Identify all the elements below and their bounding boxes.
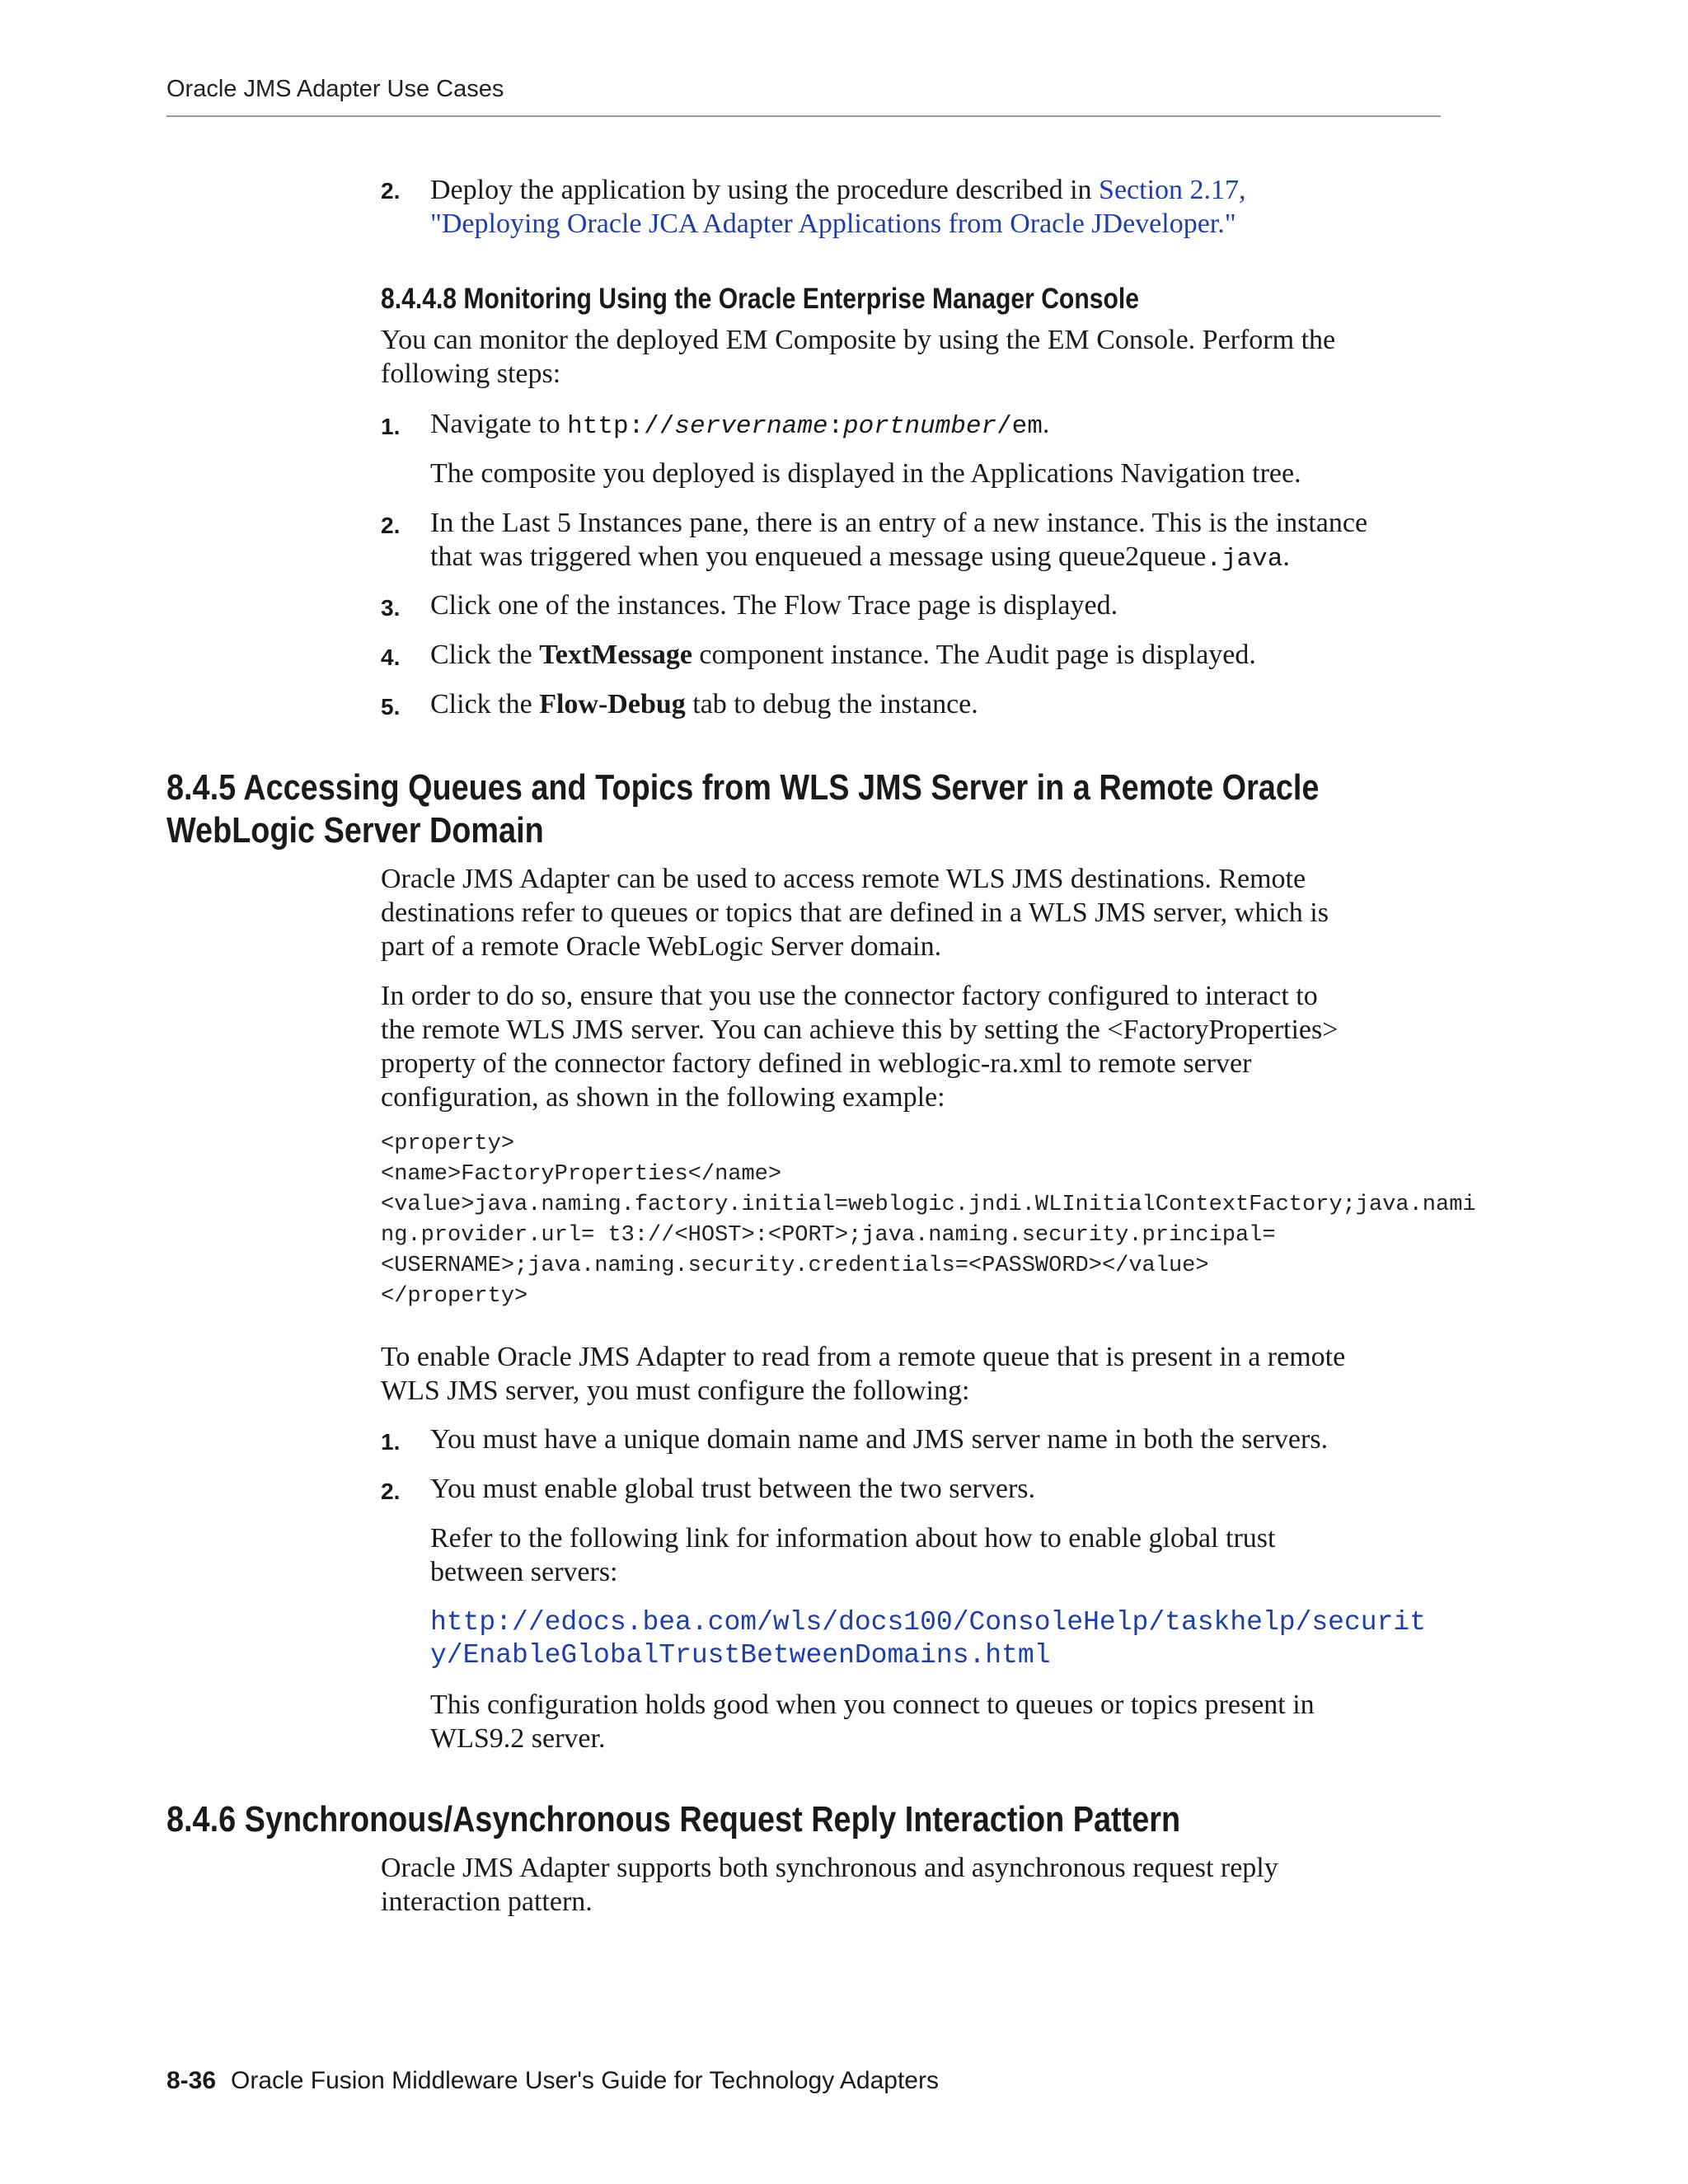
step-number: 5. bbox=[381, 694, 401, 719]
remote-queue-para: To enable Oracle JMS Adapter to read from a remote queue that is present in a remote WLS JMS server, you must configure the following: bbox=[381, 1342, 1346, 1406]
remote-access-para: Oracle JMS Adapter can be used to access remote WLS JMS destinations. Remote destinations refer to queues or topics that are defined in a WLS JMS server, which is part of a remote Oracle WebLogic Server domain. bbox=[381, 864, 1329, 962]
factory-properties-para: In order to do so, ensure that you use the connector factory configured to interact to the remote WLS JMS server. You can achieve this by setting the <FactoryProperties> property of the connector factory defined in weblogic-ra.xml to remote server configuration, as shown in the following example: bbox=[381, 981, 1339, 1113]
section-link[interactable]: Section 2.17, bbox=[1099, 175, 1246, 205]
config-note: This configuration holds good when you connect to queues or topics present in WLS9.2 server. bbox=[430, 1690, 1315, 1754]
navigate-note: The composite you deployed is displayed in the Applications Navigation tree. bbox=[430, 458, 1301, 489]
section-link-title[interactable]: "Deploying Oracle JCA Adapter Applications from Oracle JDeveloper." bbox=[430, 209, 1236, 239]
section-intro: You can monitor the deployed EM Composite by using the EM Console. Perform the following steps: bbox=[381, 325, 1336, 389]
book-title: Oracle Fusion Middleware User's Guide for Technology Adapters bbox=[231, 2067, 939, 2094]
flow-trace-step: Click one of the instances. The Flow Trace page is displayed. bbox=[430, 590, 1118, 621]
section-heading-845: 8.4.5 Accessing Queues and Topics from WLS JMS Server in a Remote Oracle WebLogic Server Domain bbox=[166, 767, 1320, 851]
unique-domain-step: You must have a unique domain name and JMS server name in both the servers. bbox=[430, 1424, 1329, 1455]
deploy-step-text: Deploy the application by using the procedure described in bbox=[430, 175, 1100, 205]
step-number: 1. bbox=[381, 1429, 401, 1455]
flow-debug-step: Click the Flow-Debug tab to debug the instance. bbox=[430, 689, 978, 719]
step-number: 2. bbox=[381, 178, 401, 204]
header-rule bbox=[166, 115, 1441, 117]
refer-note: Refer to the following link for information about how to enable global trust between servers: bbox=[430, 1523, 1276, 1587]
page-number: 8-36 bbox=[166, 2067, 217, 2094]
deploy-step bbox=[430, 173, 1444, 241]
page-footer bbox=[166, 2067, 939, 2095]
step-number: 2. bbox=[381, 513, 401, 538]
global-trust-step: You must enable global trust between the two servers. bbox=[430, 1474, 1036, 1504]
running-header: Oracle JMS Adapter Use Cases bbox=[166, 76, 504, 102]
em-url-portnumber: portnumber bbox=[843, 412, 997, 441]
instance-step: In the Last 5 Instances pane, there is an entry of a new instance. This is the instance that was triggered when you enqueued a message using queue2queue.java. bbox=[430, 508, 1368, 574]
global-trust-link[interactable]: http://edocs.bea.com/wls/docs100/ConsoleHelp/taskhelp/securit y/EnableGlobalTrustBetweenDomains.html bbox=[430, 1607, 1426, 1671]
em-url-scheme: http:// bbox=[567, 412, 675, 441]
section-heading-8448: 8.4.4.8 Monitoring Using the Oracle Enterprise Manager Console bbox=[381, 283, 1139, 315]
request-reply-para: Oracle JMS Adapter supports both synchronous and asynchronous request reply interaction pattern. bbox=[381, 1853, 1278, 1917]
step-number: 3. bbox=[381, 595, 401, 621]
step-number: 2. bbox=[381, 1479, 401, 1504]
navigate-step: Navigate to http://servername:portnumber/em. bbox=[430, 409, 1050, 441]
step-number: 4. bbox=[381, 644, 401, 670]
em-url-servername: servername bbox=[674, 412, 828, 441]
code-example: <property> <name>FactoryProperties</name> <value>java.naming.factory.initial=weblogic.jndi.WLInitialContextFactory;java.nami ng.provider.url= t3://<HOST>:<PORT>;java.naming.security.principal= <USERNAME>;java.naming.security.credentials=<PASSWORD></value> </property> bbox=[381, 1132, 1476, 1309]
step-number: 1. bbox=[381, 414, 401, 439]
section-heading-846: 8.4.6 Synchronous/Asynchronous Request Reply Interaction Pattern bbox=[166, 1799, 1181, 1840]
textmessage-step: Click the TextMessage component instance. The Audit page is displayed. bbox=[430, 640, 1256, 670]
